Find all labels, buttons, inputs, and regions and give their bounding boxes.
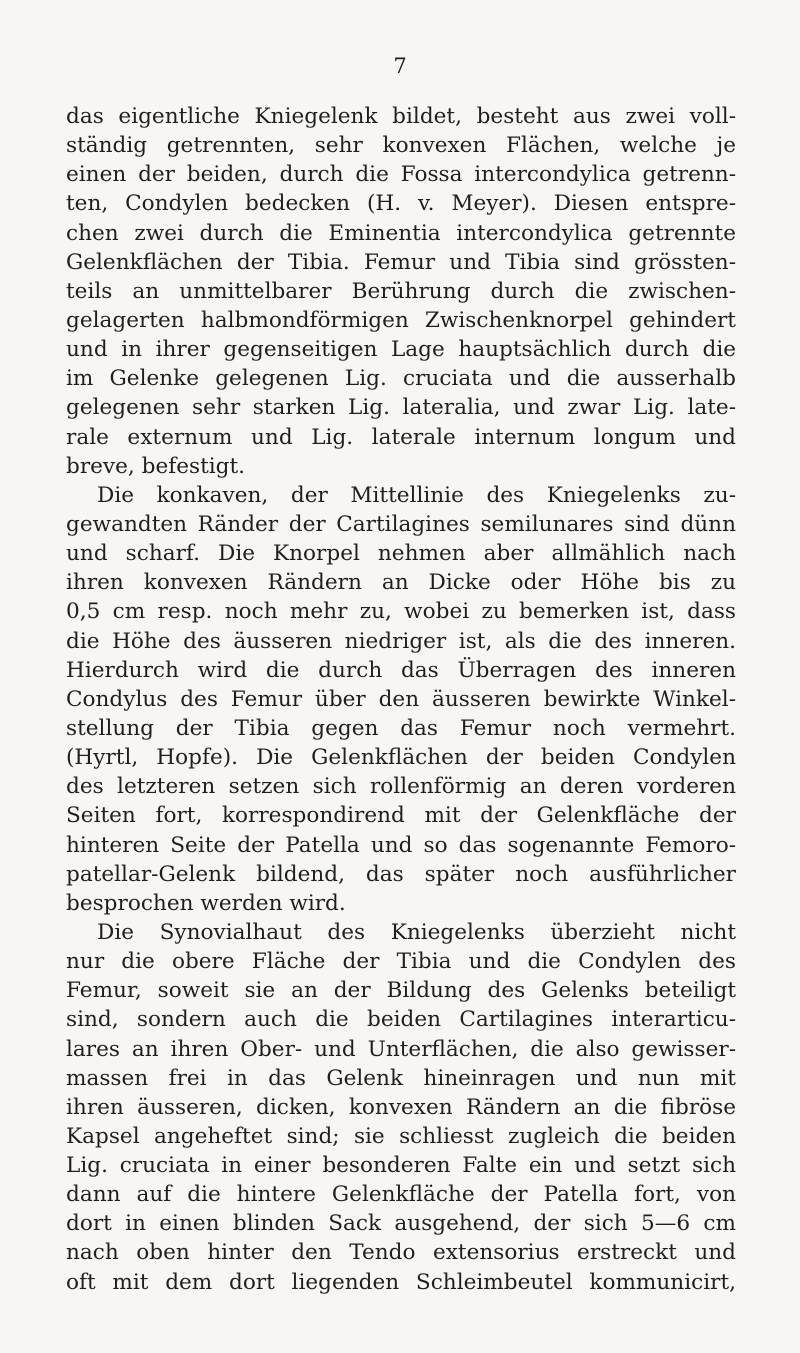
text-line: Seiten fort, korrespondirend mit der Gelenkfläche der [66,803,736,829]
text-line: Condylus des Femur über den äusseren bewirkte Winkel- [66,686,736,712]
text-line: einen der beiden, durch die Fossa intercondylica getrenn- [66,162,736,188]
text-line: gelagerten halbmondförmigen Zwischenknorpel gehindert [66,307,736,333]
text-line: patellar-Gelenk bildend, das später noch ausführlicher [66,861,736,887]
text-line: lares an ihren Ober- und Unterflächen, die also gewisser- [66,1036,736,1062]
text-line: die Höhe des äusseren niedriger ist, als die des inneren. [66,628,736,654]
text-line: besprochen werden wird. [66,890,346,916]
text-line: nur die obere Fläche der Tibia und die Condylen des [66,949,736,975]
text-line: oft mit dem dort liegenden Schleimbeutel kommunicirt, [66,1269,736,1295]
text-line: massen frei in das Gelenk hineinragen und nun mit [66,1065,736,1091]
text-line: hinteren Seite der Patella und so das sogenannte Femoro- [66,832,736,858]
text-line: ihren konvexen Rändern an Dicke oder Höhe bis zu [66,570,736,596]
text-line: 0,5 cm resp. noch mehr zu, wobei zu bemerken ist, dass [66,599,736,625]
text-line: Hierdurch wird die durch das Überragen des inneren [66,657,736,683]
body-text [66,102,736,1297]
text-line: rale externum und Lig. laterale internum longum und [66,424,736,450]
text-line: gelegenen sehr starken Lig. lateralia, und zwar Lig. late- [66,395,736,421]
text-line: dort in einen blinden Sack ausgehend, der sich 5—6 cm [66,1211,736,1237]
text-line: im Gelenke gelegenen Lig. cruciata und die ausserhalb [66,366,736,392]
text-line: (Hyrtl, Hopfe). Die Gelenkflächen der beiden Condylen [66,745,736,771]
text-line: chen zwei durch die Eminentia intercondylica getrennte [66,220,736,246]
text-line: stellung der Tibia gegen das Femur noch vermehrt. [66,715,736,741]
text-line: gewandten Ränder der Cartilagines semilunares sind dünn [66,511,736,537]
text-line: des letzteren setzen sich rollenförmig an deren vorderen [66,774,736,800]
text-line: breve, befestigt. [66,453,246,479]
text-line: nach oben hinter den Tendo extensorius erstreckt und [66,1240,736,1266]
text-line: und in ihrer gegenseitigen Lage hauptsächlich durch die [66,337,736,363]
text-line: teils an unmittelbarer Berührung durch die zwischen- [66,278,736,304]
page-number: 7 [393,54,407,78]
text-line: Lig. cruciata in einer besonderen Falte ein und setzt sich [66,1153,736,1179]
text-line: dann auf die hintere Gelenkfläche der Patella fort, von [66,1182,736,1208]
text-line: Kapsel angeheftet sind; sie schliesst zugleich die beiden [66,1123,736,1149]
text-line: ihren äusseren, dicken, konvexen Rändern an die fibröse [66,1094,736,1120]
text-line: Gelenkflächen der Tibia. Femur und Tibia sind grössten- [66,249,736,275]
text-line: sind, sondern auch die beiden Cartilagines interarticu- [66,1007,736,1033]
text-line: Die Synovialhaut des Kniegelenks überzieht nicht [97,919,736,945]
text-line: Femur, soweit sie an der Bildung des Gelenks beteiligt [66,978,736,1004]
text-line: ständig getrennten, sehr konvexen Flächen, welche je [66,133,736,159]
text-line: das eigentliche Kniegelenk bildet, besteht aus zwei voll- [66,104,736,129]
text-line: Die konkaven, der Mittellinie des Kniegelenks zu- [97,482,736,508]
text-line: ten, Condylen bedecken (H. v. Meyer). Diesen entspre- [66,191,736,217]
text-line: und scharf. Die Knorpel nehmen aber allmählich nach [66,541,736,567]
